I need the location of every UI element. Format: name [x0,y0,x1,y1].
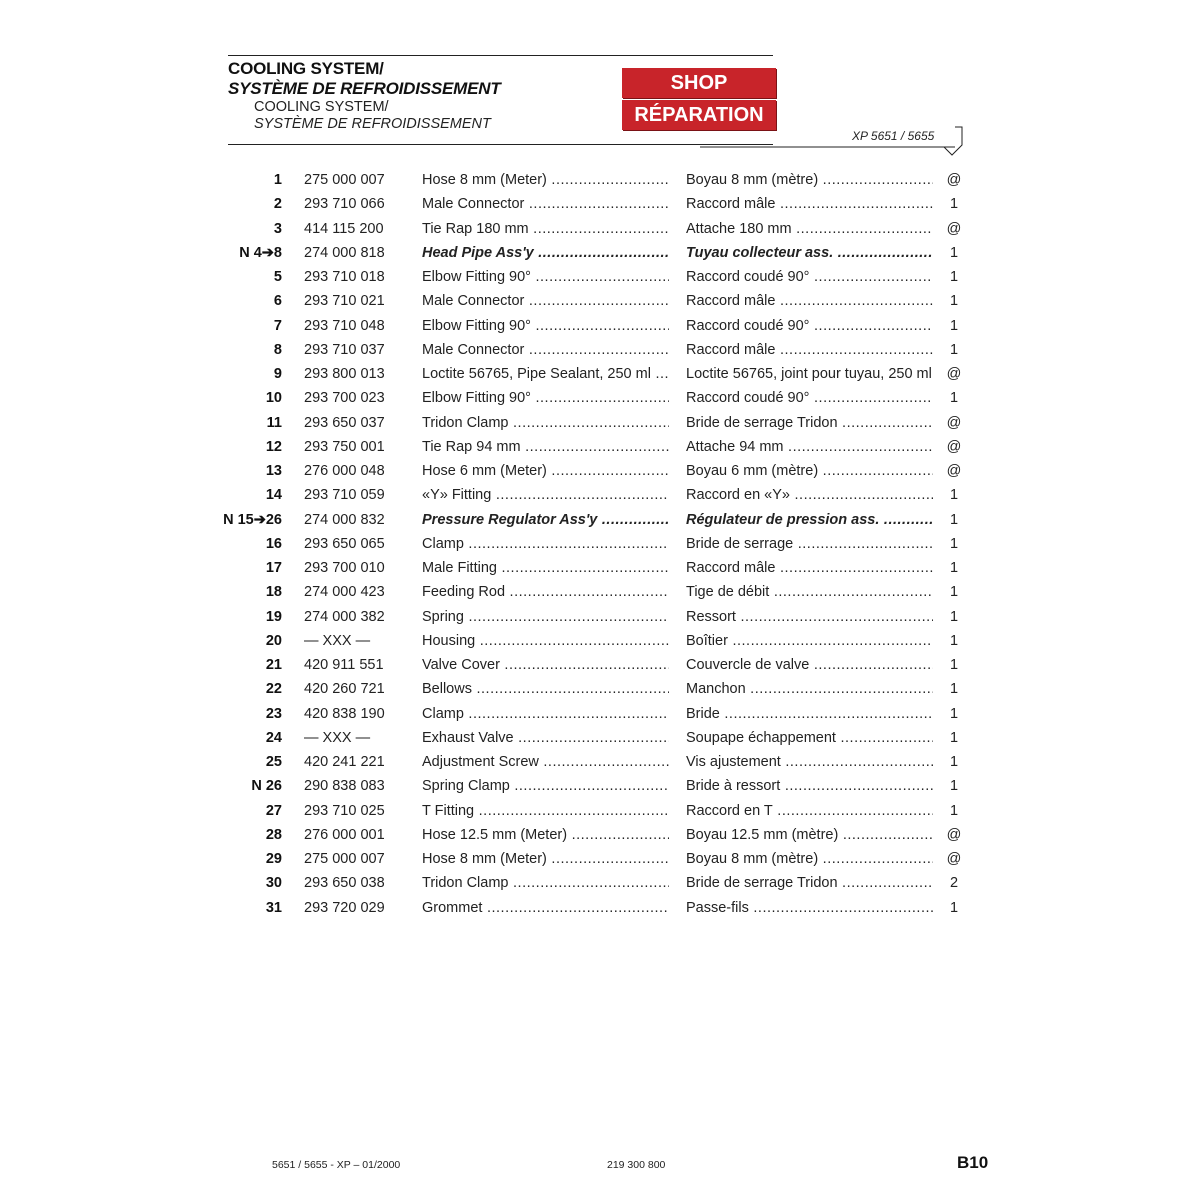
part-number: 293 650 038 [304,875,385,892]
quantity: @ [946,220,962,237]
table-row [200,459,980,483]
description-en: Hose 12.5 mm (Meter) ..... [422,823,669,847]
section-subtitle-fr: SYSTÈME DE REFROIDISSEMENT [254,116,491,132]
description-fr: Boyau 6 mm (mètre) ..... [686,459,933,483]
quantity: @ [946,172,962,188]
item-number: 11 [266,414,282,431]
description-en: Elbow Fitting 90° ..... [422,265,669,289]
description-en: Spring Clamp ..... [422,774,669,798]
part-number: 276 000 001 [304,826,385,843]
item-number: 2 [273,196,282,213]
part-number: 293 710 059 [304,487,385,504]
quantity: 1 [949,535,959,552]
quantity: 1 [949,657,959,673]
description-en: Pressure Regulator Ass'y ..... [422,508,669,532]
part-number: 293 750 001 [304,438,385,455]
item-number: N 15➔26 [223,511,282,528]
quantity: 1 [949,511,959,528]
quantity: 1 [949,196,959,213]
section-title-fr: SYSTÈME DE REFROIDISSEMENT [228,79,501,98]
quantity: @ [946,826,962,843]
quantity: 1 [949,487,959,504]
description-fr: Manchon ..... [686,677,933,701]
table-row [200,411,980,435]
description-fr: Boyau 8 mm (mètre) ..... [686,847,933,871]
part-number: 420 241 221 [304,754,385,770]
section-title-block [228,60,501,134]
description-en: Tridon Clamp ..... [422,411,669,435]
part-number: 293 800 013 [304,366,385,382]
item-number: 5 [273,269,282,285]
quantity: 1 [949,317,959,334]
part-number: 274 000 423 [304,584,385,601]
quantity: 1 [949,754,959,770]
description-fr: Couvercle de valve ..... [686,653,933,677]
description-fr: Tige de débit ..... [686,580,933,604]
description-fr: Loctite 56765, joint pour tuyau, 250 ml ..... [686,362,933,386]
part-number: 276 000 048 [304,463,385,479]
table-row [200,338,980,362]
table-row [200,653,980,677]
description-fr: Boyau 12.5 mm (mètre) ..... [686,823,933,847]
item-number: 6 [273,293,282,310]
description-en: Hose 8 mm (Meter) ..... [422,168,669,192]
item-number: 14 [265,487,282,504]
item-number: 1 [273,172,282,188]
quantity: @ [946,366,962,382]
section-title-en: COOLING SYSTEM/ [228,59,384,78]
item-number: 21 [265,657,282,673]
item-number: 27 [265,802,282,819]
table-row [200,435,980,459]
table-row [200,289,980,313]
table-row [200,750,980,774]
description-en: Male Connector ..... [422,289,669,313]
item-number: 12 [265,438,282,455]
page-number: B10 [957,1153,989,1172]
table-row [200,386,980,410]
description-fr: Raccord mâle ..... [686,192,933,216]
description-en: Hose 8 mm (Meter) ..... [422,847,669,871]
item-number: 29 [265,851,282,867]
description-fr: Boyau 8 mm (mètre) ..... [686,168,933,192]
table-row [200,774,980,798]
description-fr: Raccord mâle ..... [686,289,933,313]
quantity: 1 [949,341,959,358]
table-row [200,556,980,580]
table-row [200,580,980,604]
table-row [200,605,980,629]
part-number: 420 838 190 [304,705,385,722]
item-number: 25 [265,754,282,770]
part-number: 293 710 037 [304,341,385,358]
part-number: 420 911 551 [304,657,384,673]
description-fr: Attache 180 mm ..... [686,217,933,241]
table-row [200,823,980,847]
item-number: 16 [265,535,282,552]
description-fr: Soupape échappement ..... [686,726,933,750]
description-fr: Vis ajustement ..... [686,750,933,774]
table-row [200,362,980,386]
table-row [200,192,980,216]
description-fr: Régulateur de pression ass. ..... [686,508,933,532]
part-number: — XXX — [304,632,371,649]
header-top-rule [228,55,773,56]
item-number: 31 [265,899,282,916]
description-en: T Fitting ..... [422,799,669,823]
part-number: 274 000 832 [304,511,385,528]
part-number: 293 650 065 [304,535,385,552]
table-row [200,799,980,823]
description-fr: Attache 94 mm ..... [686,435,933,459]
item-number: 13 [265,463,282,479]
table-row [200,702,980,726]
quantity: 1 [949,681,959,698]
part-number: 293 650 037 [304,414,385,431]
table-row [200,168,980,192]
description-fr: Raccord coudé 90° ..... [686,314,933,338]
quantity: 1 [949,244,959,261]
description-fr: Tuyau collecteur ass. ..... [686,241,933,265]
part-number: 290 838 083 [304,778,385,795]
item-number: 9 [273,366,282,382]
table-row [200,896,980,920]
item-number: 7 [273,317,282,334]
description-en: Grommet ..... [422,896,669,920]
table-row [200,217,980,241]
item-number: 10 [265,390,282,407]
description-en: Exhaust Valve ..... [422,726,669,750]
description-en: Tie Rap 180 mm ..... [422,217,669,241]
table-row [200,871,980,895]
table-row [200,241,980,265]
item-number: 3 [273,220,282,237]
part-number: 275 000 007 [304,172,385,188]
table-row [200,314,980,338]
quantity: 1 [949,608,959,625]
item-number: 8 [273,341,282,358]
quantity: @ [946,414,962,431]
badge-shop-label: SHOP [622,68,776,98]
description-en: Clamp ..... [422,532,669,556]
part-number: 293 700 010 [304,560,385,576]
part-number: 274 000 382 [304,608,385,625]
parts-list [200,168,980,920]
description-fr: Raccord coudé 90° ..... [686,265,933,289]
quantity: 2 [949,875,959,892]
part-number: 293 710 066 [304,196,385,213]
footer-edition: 5651 / 5655 - XP – 01/2000 [272,1159,401,1171]
description-en: Housing ..... [422,629,669,653]
description-en: Feeding Rod ..... [422,580,669,604]
part-number: 293 710 025 [304,802,385,819]
part-number: 274 000 818 [304,244,385,261]
description-en: Bellows ..... [422,677,669,701]
quantity: 1 [949,632,959,649]
table-row [200,508,980,532]
quantity: 1 [949,269,959,285]
description-fr: Bride à ressort ..... [686,774,933,798]
footer-part-number: 219 300 800 [607,1159,666,1171]
description-en: Male Fitting ..... [422,556,669,580]
description-fr: Raccord mâle ..... [686,556,933,580]
table-row [200,265,980,289]
description-fr: Ressort ..... [686,605,933,629]
table-row [200,847,980,871]
part-number: 275 000 007 [304,851,385,867]
description-en: Loctite 56765, Pipe Sealant, 250 ml ..... [422,362,669,386]
description-en: Male Connector ..... [422,338,669,362]
quantity: 1 [949,293,959,310]
item-number: N 4➔8 [239,244,282,261]
description-fr: Bride de serrage Tridon ..... [686,411,933,435]
item-number: 20 [265,632,282,649]
part-number: 293 720 029 [304,899,385,916]
description-fr: Raccord en «Y» ..... [686,483,933,507]
header-bottom-rule [228,144,773,145]
quantity: 1 [949,584,959,601]
quantity: 1 [949,390,959,407]
quantity: 1 [949,705,959,722]
table-row [200,532,980,556]
description-en: Tie Rap 94 mm ..... [422,435,669,459]
quantity: 1 [949,560,959,576]
description-en: «Y» Fitting ..... [422,483,669,507]
shop-badge [622,68,776,130]
description-fr: Raccord mâle ..... [686,338,933,362]
part-number: 293 700 023 [304,390,385,407]
description-fr: Bride de serrage ..... [686,532,933,556]
description-fr: Bride ..... [686,702,933,726]
description-en: Elbow Fitting 90° ..... [422,314,669,338]
table-row [200,483,980,507]
table-row [200,726,980,750]
item-number: 28 [265,826,282,843]
part-number: 293 710 021 [304,293,385,310]
badge-reparation-label: RÉPARATION [622,100,776,130]
part-number: 293 710 048 [304,317,385,334]
table-row [200,677,980,701]
description-en: Valve Cover ..... [422,653,669,677]
quantity: 1 [949,899,959,916]
part-number: 414 115 200 [304,220,384,237]
description-fr: Bride de serrage Tridon ..... [686,871,933,895]
item-number: 30 [265,875,282,892]
item-number: N 26 [251,778,282,795]
quantity: @ [946,463,962,479]
description-en: Head Pipe Ass'y ..... [422,241,669,265]
part-number: 293 710 018 [304,269,385,285]
item-number: 19 [265,608,282,625]
model-number: XP 5651 / 5655 [852,129,935,143]
description-en: Male Connector ..... [422,192,669,216]
section-subtitle-en: COOLING SYSTEM/ [254,99,389,115]
description-fr: Raccord en T ..... [686,799,933,823]
quantity: 1 [949,729,959,746]
description-en: Clamp ..... [422,702,669,726]
description-en: Adjustment Screw ..... [422,750,669,774]
item-number: 17 [265,560,282,576]
item-number: 23 [265,705,282,722]
quantity: 1 [949,778,959,795]
description-en: Spring ..... [422,605,669,629]
description-fr: Raccord coudé 90° ..... [686,386,933,410]
item-number: 18 [265,584,282,601]
quantity: 1 [949,802,959,819]
item-number: 22 [265,681,282,698]
part-number: — XXX — [304,729,371,746]
item-number: 24 [265,729,282,746]
description-fr: Passe-fils ..... [686,896,933,920]
table-row [200,629,980,653]
description-fr: Boîtier ..... [686,629,933,653]
quantity: @ [946,851,962,867]
description-en: Elbow Fitting 90° ..... [422,386,669,410]
description-en: Tridon Clamp ..... [422,871,669,895]
part-number: 420 260 721 [304,681,385,698]
quantity: @ [946,438,962,455]
description-en: Hose 6 mm (Meter) ..... [422,459,669,483]
